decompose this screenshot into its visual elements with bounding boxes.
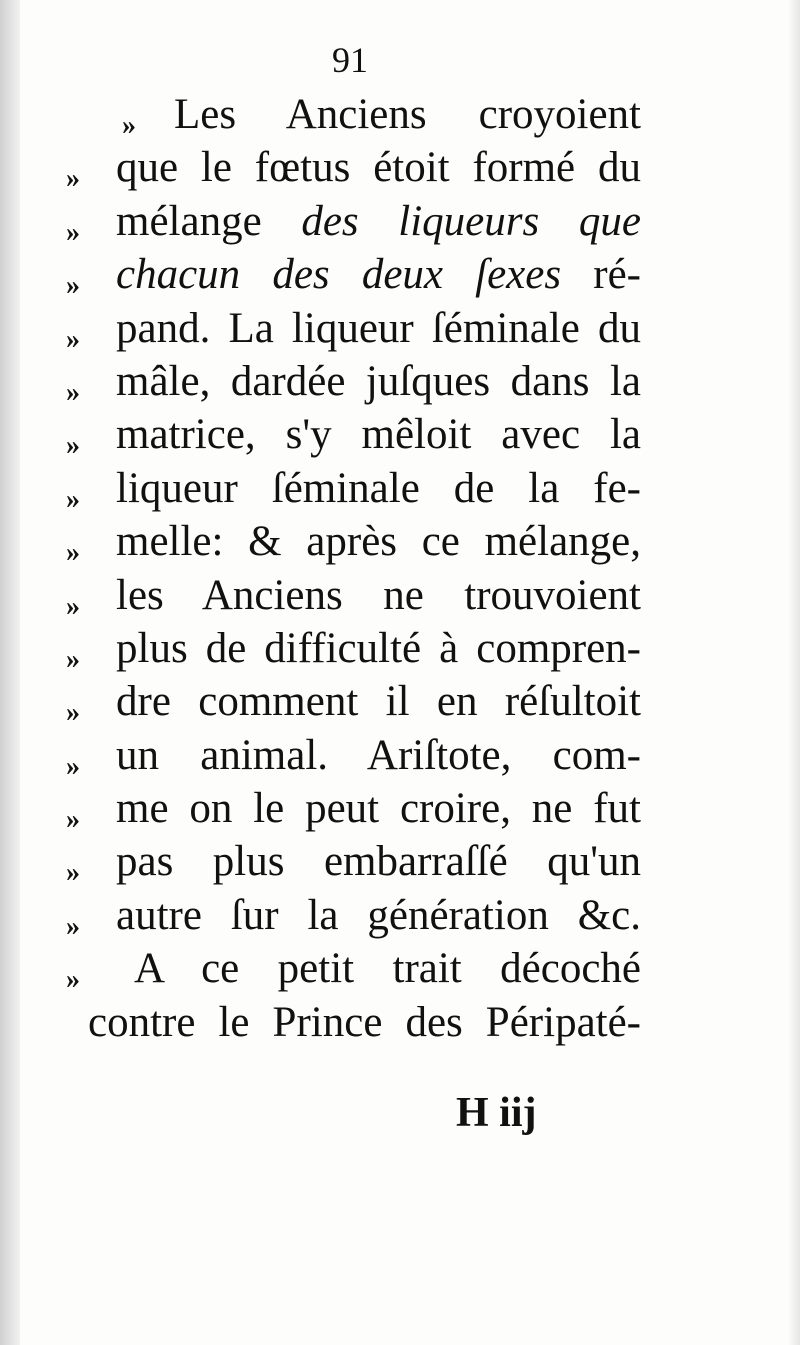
text-line <box>116 195 641 248</box>
text-line <box>116 141 641 194</box>
text-line <box>116 835 641 888</box>
text-line <box>116 782 641 835</box>
text-line <box>116 569 641 622</box>
text-segment: mâle, dardée juſques dans la <box>116 357 641 405</box>
text-line <box>116 889 641 942</box>
quote-mark: » <box>122 110 136 141</box>
text-line <box>116 408 641 461</box>
italic-text-segment: des liqueurs que <box>301 197 641 245</box>
text-segment: que le fœtus étoit formé du <box>116 144 641 192</box>
quote-mark: » <box>66 323 80 355</box>
text-line <box>116 675 641 728</box>
text-segment: un animal. Ariſtote, com- <box>116 731 641 779</box>
text-line <box>116 355 641 408</box>
text-line <box>116 942 641 995</box>
quote-mark: » <box>66 483 80 515</box>
quote-mark: » <box>66 163 80 195</box>
text-line <box>116 515 641 568</box>
text-line <box>116 88 641 141</box>
text-line <box>116 248 641 301</box>
quote-mark: » <box>66 216 80 248</box>
page-right-edge <box>788 0 800 1345</box>
quote-mark: » <box>66 697 80 729</box>
text-segment: pas plus embarraſſé qu'un <box>116 838 641 886</box>
text-segment: pand. La liqueur ſéminale du <box>116 304 641 352</box>
signature-mark: H iij <box>456 1090 537 1136</box>
text-segment: melle: & après ce mélange, <box>116 518 641 566</box>
text-segment: dre comment il en réſultoit <box>116 678 641 726</box>
page-left-edge <box>0 0 20 1345</box>
quote-mark: » <box>66 376 80 408</box>
text-line <box>116 622 641 675</box>
quote-mark: » <box>66 643 80 675</box>
text-line <box>116 462 641 515</box>
text-segment: A ce petit trait décoché <box>134 945 641 993</box>
body-text <box>88 88 641 1049</box>
quote-mark: » <box>66 910 80 942</box>
text-line <box>116 302 641 355</box>
text-segment: matrice, s'y mêloit avec la <box>116 411 641 459</box>
text-segment: mélange <box>116 197 302 245</box>
italic-text-segment: chacun des deux ſexes <box>116 251 562 299</box>
quote-mark: » <box>66 750 80 782</box>
text-segment: ré- <box>561 251 641 299</box>
text-line <box>116 729 641 782</box>
page-number: 91 <box>332 40 368 80</box>
text-segment: les Anciens ne trouvoient <box>116 571 641 619</box>
quote-mark: » <box>66 857 80 889</box>
quote-mark: » <box>66 537 80 569</box>
text-segment: Les Anciens croyoient <box>174 91 641 138</box>
quote-mark: » <box>66 590 80 622</box>
text-segment: me on le peut croire, ne fut <box>116 785 641 833</box>
text-segment: liqueur ſéminale de la fe- <box>116 464 641 512</box>
text-line <box>88 996 641 1049</box>
quote-mark: » <box>66 270 80 302</box>
text-segment: plus de difficulté à compren- <box>116 624 641 672</box>
text-segment: autre ſur la génération &c. <box>116 891 641 939</box>
quote-mark: » <box>66 964 80 996</box>
quote-mark: » <box>66 430 80 462</box>
text-segment: contre le Prince des Péripaté- <box>88 998 641 1046</box>
quote-mark: » <box>66 804 80 836</box>
